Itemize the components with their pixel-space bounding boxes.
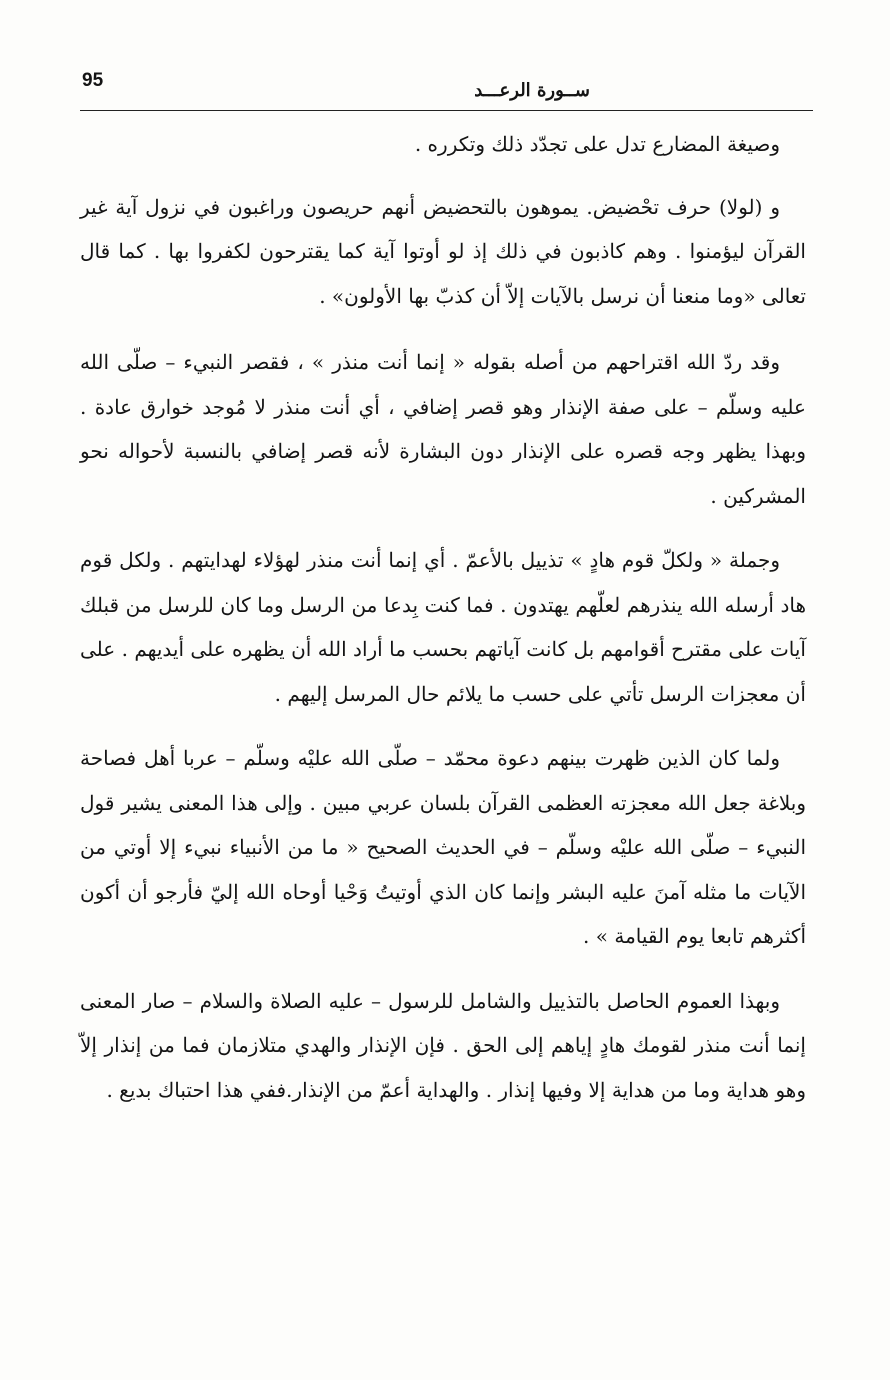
paragraph-2: و (لولا) حرف تحْضيض. يموهون بالتحضيض أنهم حريصون وراغبون في نزول آية غير القرآن ليؤمنوا . وهم كاذبون في ذلك إذ لو أوتوا آية كما يقترحون لكفروا بها . كما قال تعالى «وما منعنا أن نرسل بالآيات إلاّ أن كذبّ بها الأولون» . [80,194,806,308]
paragraph-1: وصيغة المضارع تدل على تجدّد ذلك وتكرره . [414,132,780,156]
header-rule [80,110,813,111]
paragraph-4: وجملة « ولكلّ قوم هادٍ » تذييل بالأعمّ . أي إنما أنت منذر لهؤلاء لهدايتهم . ولكل قوم هاد أرسله الله ينذرهم لعلّهم يهتدون . فما كنت بِدعا من الرسل وما كان للرسل من قبلك آيات على مقترح أقوامهم بل كانت آياتهم بحسب ما أراد الله أن يظهره على أيديهم . على أن معجزات الرسل تأتي على حسب ما يلائم حال المرسل إليهم . [80,548,806,706]
running-title: ســورة الرعـــد [474,80,590,101]
paragraph-6: وبهذا العموم الحاصل بالتذييل والشامل للرسول – عليه الصلاة والسلام – صار المعنى إنما أنت منذر لقومك هادٍ إياهم إلى الحق . فإن الإنذار والهدي متلازمان فما من إنذار إلاّ وهو هداية وما من هداية إلا وفيها إنذار . والهداية أعمّ من الإنذار.ففي هذا احتباك بديع . [80,988,806,1102]
paragraph-5: ولما كان الذين ظهرت بينهم دعوة محمّد – صلّى الله عليْه وسلّم – عربا أهل فصاحة وبلاغة جعل الله معجزته العظمى القرآن بلسان عربي مبين . وإلى هذا المعنى يشير قول النبيء – صلّى الله عليْه وسلّم – في الحديث الصحيح « ما من الأنبياء نبيء إلا أوتي من الآيات ما مثله آمنَ عليه البشر وإنما كان الذي أوتيتُ وَحْيا أوحاه الله إليّ فأرجو أن أكون أكثرهم تابعا يوم القيامة » . [80,746,806,948]
paragraph-3: وقد ردّ الله اقتراحهم من أصله بقوله « إنما أنت منذر » ، فقصر النبيء – صلّى الله عليه وسلّم – على صفة الإنذار وهو قصر إضافي ، أي أنت منذر لا مُوجد خوارق عادة . وبهذا يظهر وجه قصره على الإنذار دون البشارة لأنه قصر إضافي بالنسبة لأحواله نحو المشركين . [80,350,806,508]
page-number: 95 [82,70,104,91]
body-text [80,122,806,1112]
